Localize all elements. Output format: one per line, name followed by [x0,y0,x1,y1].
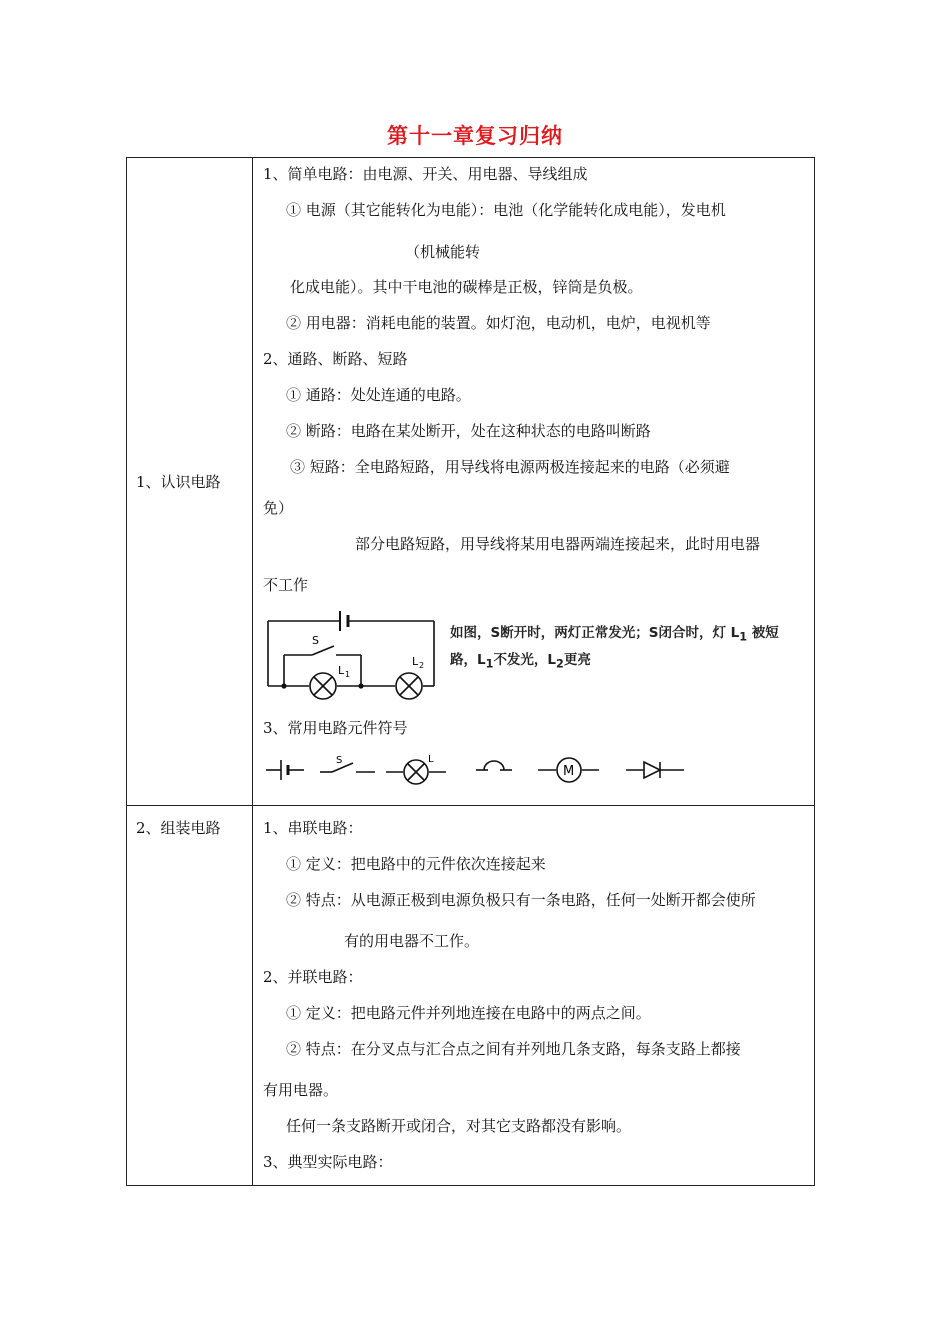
line-series-definition: ① 定义：把电路中的元件依次连接起来 [286,855,546,873]
battery-symbol-icon [266,755,306,785]
line-power-source-cont2: 化成电能）。其中干电池的碳棒是正极，锌筒是负极。 [290,278,643,296]
motor-symbol-icon [538,753,600,787]
line-parallel-independence: 任何一条支路断开或闭合，对其它支路都没有影响。 [286,1117,632,1135]
circuit-note [450,622,805,675]
line-closed-circuit: ① 通路：处处连通的电路。 [286,386,471,404]
section-label-assemble-circuit: 2、组装电路 [136,819,221,837]
line-open-circuit: ② 断路：电路在某处断开，处在这种状态的电路叫断路 [286,422,651,440]
line-short-circuit-cont: 免） [263,499,294,517]
line-short-circuit: ③ 短路：全电路短路，用导线将电源两极连接起来的电路（必须避 [290,458,730,476]
line-simple-circuit: 1、简单电路：由电源、开关、用电器、导线组成 [263,165,588,183]
switch-label: S [312,634,319,647]
motor-symbol-label: M [563,764,575,779]
short-circuit-diagram [262,602,442,702]
line-partial-short-cont: 不工作 [263,576,309,594]
circuit-note-part3: 路，L [450,651,486,668]
line-parallel-definition: ① 定义：把电路元件并列地连接在电路中的两点之间。 [286,1004,651,1022]
lamp-symbol-icon [386,753,448,787]
circuit-note-sub2: 1 [485,657,494,671]
circuit-note-sub1: 1 [739,630,748,644]
diode-symbol-icon [626,755,686,785]
table-row-divider [126,805,815,806]
bell-symbol-icon [474,755,514,785]
lamp2-label: L [412,655,419,668]
circuit-note-part5: 更亮 [563,651,591,668]
line-series-feature-cont: 有的用电器不工作。 [344,932,480,950]
line-parallel-circuit: 2、并联电路： [263,968,363,986]
circuit-note-part2: 被短 [747,625,779,641]
circuit-note-part4: 不发光，L [493,651,557,668]
circuit-note-part1: 如图，S断开时，两灯正常发光；S闭合时，灯 L [450,625,740,641]
table-column-divider [252,157,253,1186]
lamp-symbol-label: L [428,754,434,765]
line-partial-short: 部分电路短路，用导线将某用电器两端连接起来，此时用电器 [355,535,761,553]
lamp1-label: L [338,664,345,677]
line-parallel-feature: ② 特点：在分叉点与汇合点之间有并列地几条支路，每条支路上都接 [286,1040,741,1058]
circuit-note-sub3: 2 [556,657,564,671]
page-title: 第十一章复习归纳 [387,123,563,148]
line-power-source-cont1: （机械能转 [405,243,481,261]
line-series-feature: ② 特点：从电源正极到电源负极只有一条电路，任何一处断开都会使所 [286,891,756,909]
section-label-recognize-circuit: 1、认识电路 [136,473,221,491]
switch-symbol-icon [320,755,376,785]
line-consumer: ② 用电器：消耗电能的装置。如灯泡，电动机，电炉，电视机等 [286,314,711,332]
line-series-circuit: 1、串联电路： [263,819,363,837]
line-parallel-feature-cont: 有用电器。 [263,1081,339,1099]
line-typical-circuit: 3、典型实际电路： [263,1153,393,1171]
line-circuit-states: 2、通路、断路、短路 [263,350,408,368]
line-component-symbols: 3、常用电路元件符号 [263,719,408,737]
switch-symbol-label: S [336,755,343,766]
lamp2-subscript: 2 [419,661,425,670]
lamp1-subscript: 1 [345,670,351,679]
line-power-source: ① 电源（其它能转化为电能）：电池（化学能转化成电能），发电机 [286,201,726,219]
